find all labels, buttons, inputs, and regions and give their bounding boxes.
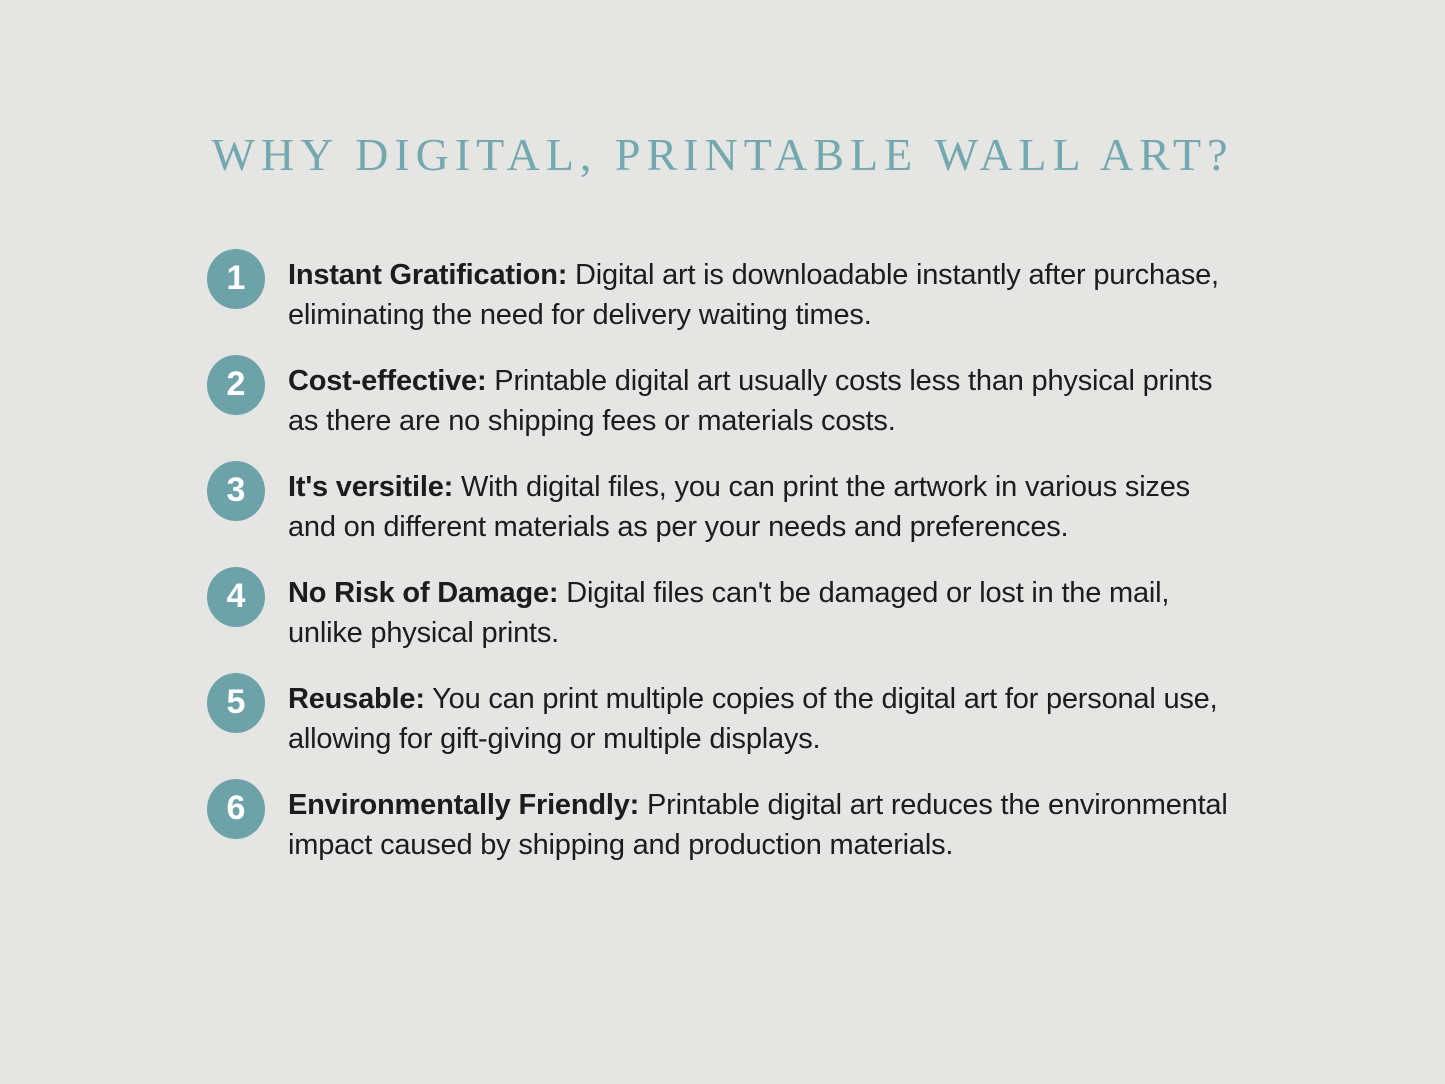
number-badge-6 — [207, 779, 265, 839]
badge-number: 6 — [226, 788, 246, 827]
list-item-4 — [207, 573, 1242, 653]
item-label: Reusable: — [288, 682, 425, 715]
page-title: WHY DIGITAL, PRINTABLE WALL ART? — [211, 129, 1234, 180]
list-item-3 — [207, 467, 1242, 547]
list-item-1 — [207, 255, 1242, 335]
item-label: Cost-effective: — [288, 364, 487, 397]
list-item-6 — [207, 785, 1242, 865]
number-badge-3 — [207, 461, 265, 521]
item-label: Instant Gratification: — [288, 258, 568, 291]
item-text — [288, 573, 1238, 653]
list-item-5 — [207, 679, 1242, 759]
item-body: Digital files can't be damaged or lost in the mail, unlike physical prints. — [288, 576, 1170, 649]
item-body: Printable digital art usually costs less than physical prints as there are no shipping fees or materials costs. — [288, 364, 1213, 437]
number-badge-1 — [207, 249, 265, 309]
item-text — [288, 679, 1238, 759]
item-label: Environmentally Friendly: — [288, 788, 640, 821]
badge-number: 3 — [226, 470, 246, 509]
badge-number: 4 — [226, 576, 246, 615]
item-body: Printable digital art reduces the environmental impact caused by shipping and production materials. — [288, 788, 1228, 861]
badge-number: 5 — [226, 682, 246, 721]
badge-number: 1 — [226, 258, 246, 297]
item-body: With digital files, you can print the artwork in various sizes and on different materials as per your needs and preferences. — [288, 470, 1190, 543]
number-badge-5 — [207, 673, 265, 733]
item-text — [288, 467, 1238, 547]
number-badge-2 — [207, 355, 265, 415]
item-text — [288, 255, 1238, 335]
list-item-2 — [207, 361, 1242, 441]
number-badge-4 — [207, 567, 265, 627]
item-label: No Risk of Damage: — [288, 576, 559, 609]
benefits-list — [207, 255, 1242, 865]
item-body: Digital art is downloadable instantly after purchase, eliminating the need for delivery waiting times. — [288, 258, 1219, 331]
item-text — [288, 361, 1238, 441]
item-text — [288, 785, 1238, 865]
item-body: You can print multiple copies of the digital art for personal use, allowing for gift-giving or multiple displays. — [288, 682, 1218, 755]
badge-number: 2 — [226, 364, 246, 403]
item-label: It's versitile: — [288, 470, 454, 503]
